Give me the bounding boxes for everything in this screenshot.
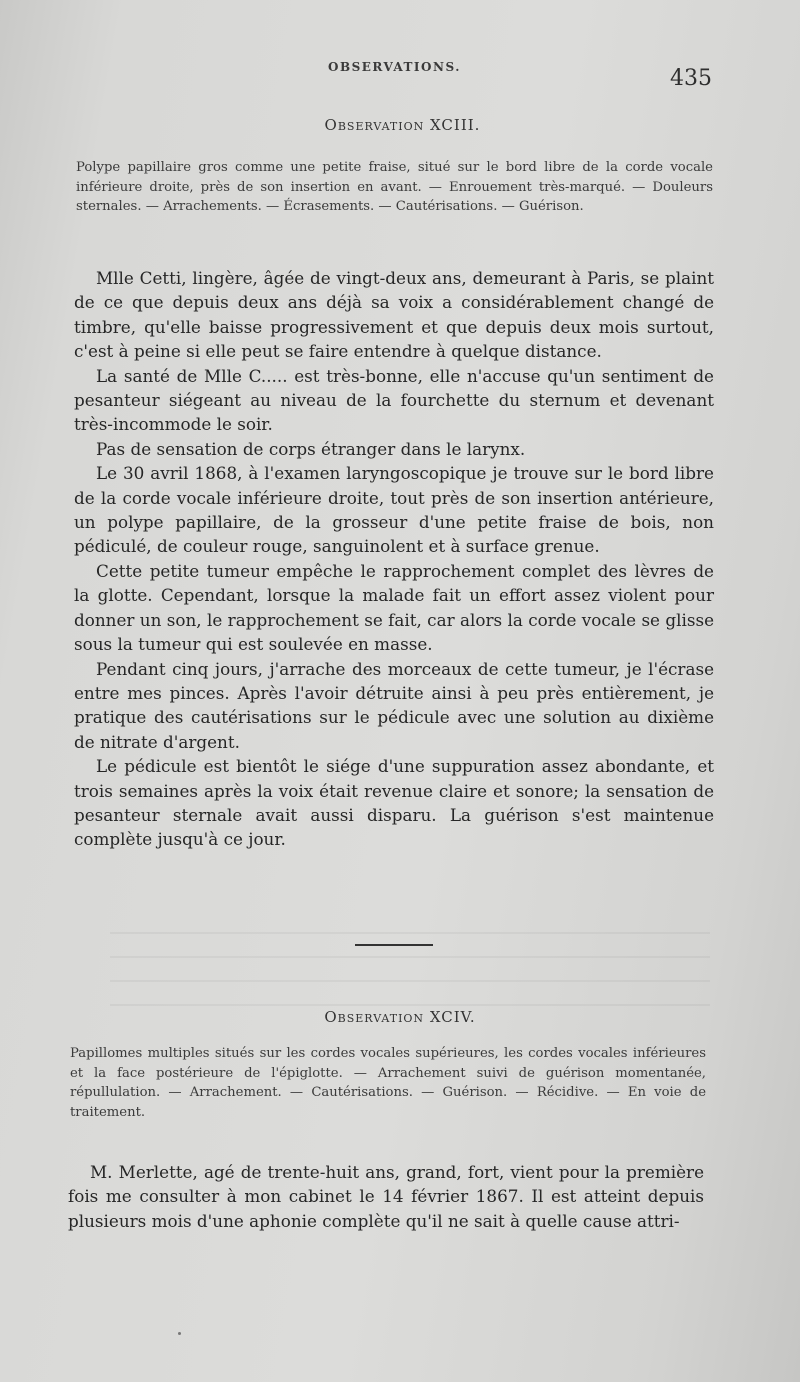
observation-body — [68, 1160, 704, 1233]
observation-title: Observation XCIII. — [324, 116, 481, 134]
paragraph: Cette petite tumeur empêche le rapprochement complet des lèvres de la glotte. Cependant, lorsque la malade fait un effort assez violent pour donner un son, le rapprochement se fait, car alors la corde vocale se glisse sous la tumeur qui est soulevée en masse. — [74, 560, 714, 655]
observation-summary: Papillomes multiples situés sur les cordes vocales supérieures, les cordes vocales inférieures et la face postérieure de l'épiglotte. — Arrachement suivi de guérison momentanée, répullulation. — Arrachement. — Cautérisations. — Guérison. — Récidive. — En voie de traitement. — [70, 1046, 706, 1120]
paragraph: Mlle Cetti, lingère, âgée de vingt-deux ans, demeurant à Paris, se plaint de ce que depuis deux ans déjà sa voix a considérablement changé de timbre, qu'elle baisse progressivement et que depuis deux mois surtout, c'est à peine si elle peut se faire entendre à quelque distance. — [74, 268, 714, 362]
running-head: OBSERVATIONS. — [328, 60, 461, 74]
page-number: 435 — [670, 66, 712, 91]
paragraph: Pas de sensation de corps étranger dans le larynx. — [96, 438, 526, 459]
observation-summary: Polype papillaire gros comme une petite fraise, situé sur le bord libre de la corde vocale inférieure droite, près de son insertion en avant. — Enrouement très-marqué. — Douleurs sternales. — Arrachements. — Écrasements. — Cautérisations. — Guérison. — [76, 160, 713, 214]
section-divider — [355, 944, 433, 946]
paragraph: M. Merlette, agé de trente-huit ans, grand, fort, vient pour la première fois me consulter à mon cabinet le 14 février 1867. Il est atteint depuis plusieurs mois d'une aphonie complète qu'il ne sait à quelle cause attri- — [68, 1162, 704, 1231]
observation-body — [74, 266, 714, 852]
observation-title: Observation XCIV. — [324, 1008, 476, 1026]
paragraph: La santé de Mlle C..... est très-bonne, elle n'accuse qu'un sentiment de pesanteur siégeant au niveau de la fourchette du sternum et devenant très-incommode le soir. — [74, 365, 714, 435]
paragraph: Pendant cinq jours, j'arrache des morceaux de cette tumeur, je l'écrase entre mes pinces. Après l'avoir détruite ainsi à peu près entièrement, je pratique des cautérisations sur le pédicule avec une solution au dixième de nitrate d'argent. — [74, 658, 714, 752]
paragraph: Le 30 avril 1868, à l'examen laryngoscopique je trouve sur le bord libre de la corde vocale inférieure droite, tout près de son insertion antérieure, un polype papillaire, de la grosseur d'une petite fraise de bois, non pédiculé, de couleur rouge, sanguinolent et à surface grenue. — [74, 463, 714, 557]
paragraph: Le pédicule est bientôt le siége d'une suppuration assez abondante, et trois semaines après la voix était revenue claire et sonore; la sensation de pesanteur sternale avait aussi disparu. La guérison s'est maintenue complète jusqu'à ce jour. — [74, 756, 714, 850]
paper-speck — [178, 1332, 181, 1335]
